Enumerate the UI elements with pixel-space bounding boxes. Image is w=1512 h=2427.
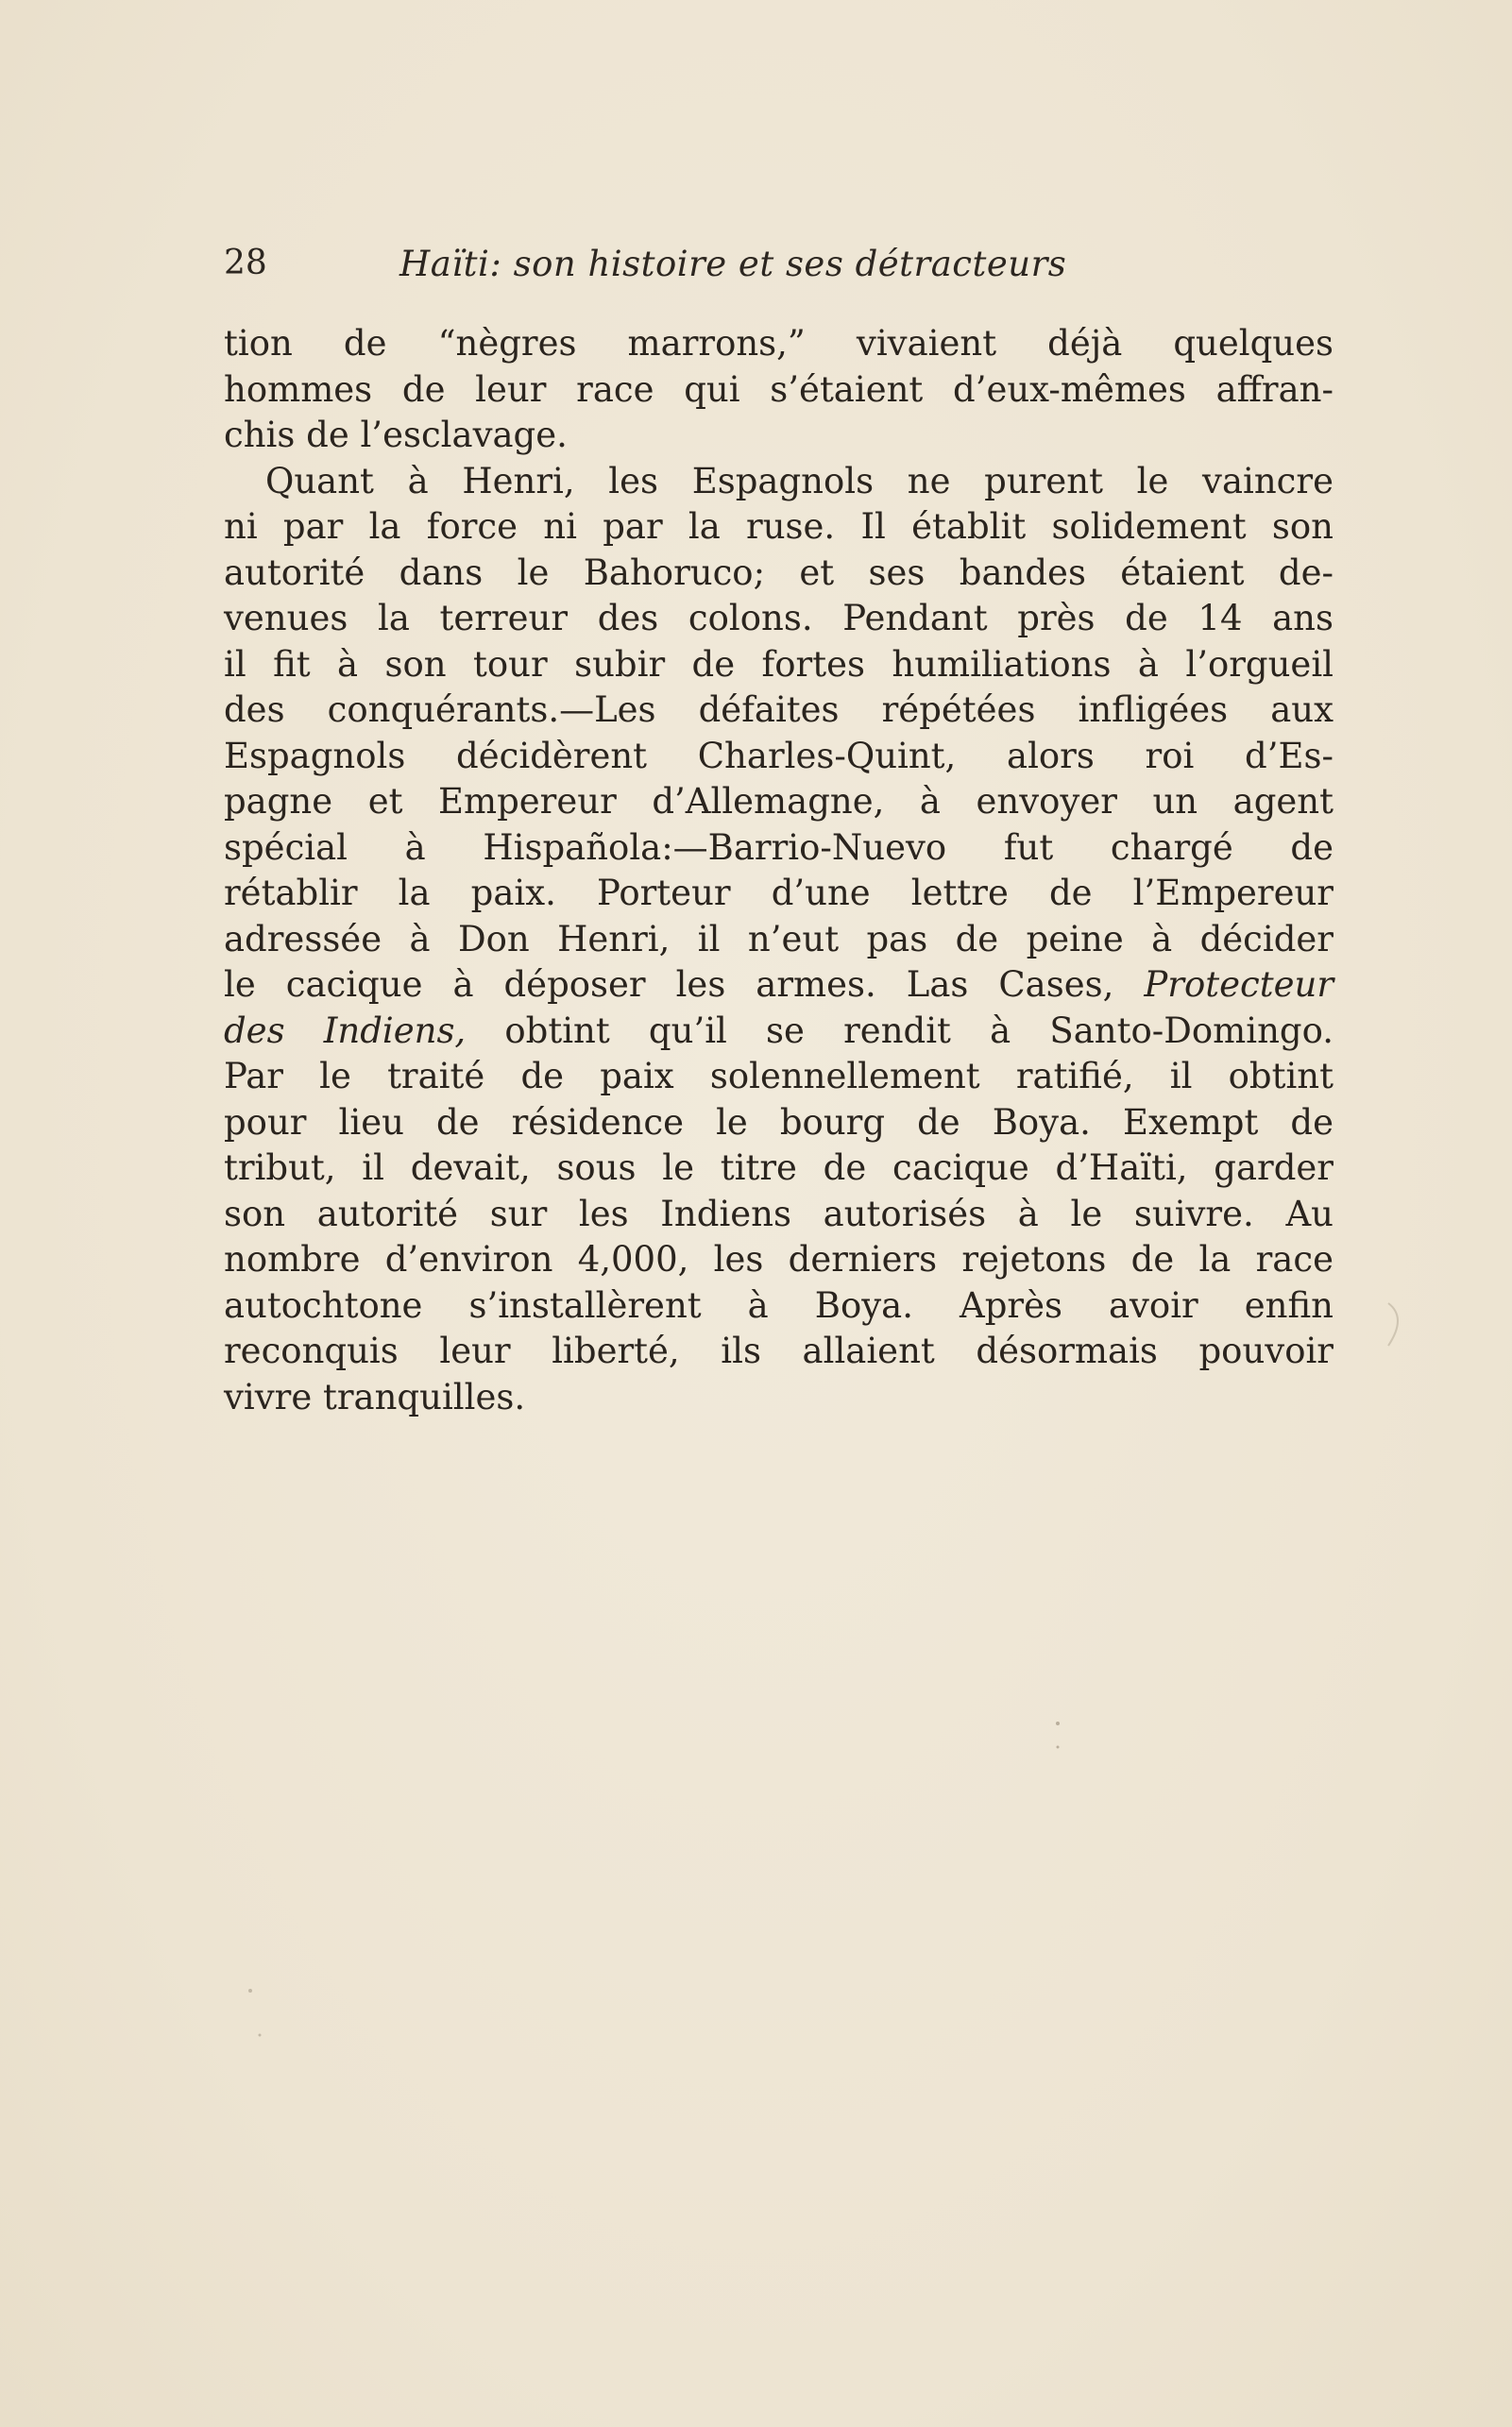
text-line: autorité dans le Bahoruco; et ses bandes étaient de- <box>224 552 1334 593</box>
italic-fragment: Protecteur <box>1144 964 1334 1005</box>
text-line: rétablir la paix. Porteur d’une lettre de l’Empereur <box>224 873 1334 913</box>
text-line: reconquis leur liberté, ils allaient désormais pouvoir <box>224 1331 1334 1371</box>
text-line: des conquérants.—Les défaites répétées infligées aux <box>224 689 1334 730</box>
text-line: pagne et Empereur d’Allemagne, à envoyer un agent <box>224 781 1334 822</box>
text-fragment: le cacique à déposer les armes. Las Cases, <box>224 964 1114 1005</box>
page-header <box>224 238 1329 295</box>
text-line: Par le traité de paix solennellement ratifié, il obtint <box>224 1056 1334 1096</box>
text-line: tribut, il devait, sous le titre de cacique d’Haïti, garder <box>224 1147 1334 1188</box>
italic-fragment: des Indiens, <box>224 1010 467 1051</box>
text-line: venues la terreur des colons. Pendant près de 14 ans <box>224 598 1334 638</box>
running-title: Haïti: son histoire et ses détracteurs <box>399 244 1067 284</box>
text-line: spécial à Hispañola:—Barrio-Nuevo fut chargé de <box>224 826 1334 868</box>
text-line: tion de “nègres marrons,” vivaient déjà quelques <box>224 323 1334 364</box>
text-line: vivre tranquilles. <box>224 1376 526 1417</box>
text-line: ni par la force ni par la ruse. Il établit solidement son <box>224 506 1334 547</box>
text-line: il fit à son tour subir de fortes humiliations à l’orgueil <box>224 643 1334 685</box>
body-text <box>224 321 1334 1420</box>
text-line-mixed <box>224 962 1334 1009</box>
text-line: nombre d’environ 4,000, les derniers rejetons de la race <box>224 1239 1334 1280</box>
text-fragment: obtint qu’il se rendit à Santo-Domingo. <box>466 1010 1334 1051</box>
text-line: adressée à Don Henri, il n’eut pas de peine à décider <box>224 918 1334 959</box>
text-line: son autorité sur les Indiens autorisés à le suivre. Au <box>224 1193 1334 1234</box>
text-line: hommes de leur race qui s’étaient d’eux-mêmes affran- <box>224 368 1334 410</box>
text-line: Quant à Henri, les Espagnols ne purent le vaincre <box>265 460 1334 501</box>
text-line: pour lieu de résidence le bourg de Boya. Exempt de <box>224 1101 1334 1143</box>
text-line-mixed <box>224 1009 1334 1055</box>
text-line: chis de l’esclavage. <box>224 415 568 455</box>
text-line: Espagnols décidèrent Charles-Quint, alors roi d’Es- <box>224 735 1334 776</box>
text-line: autochtone s’installèrent à Boya. Après avoir enfin <box>224 1284 1334 1326</box>
page-number: 28 <box>224 244 267 282</box>
